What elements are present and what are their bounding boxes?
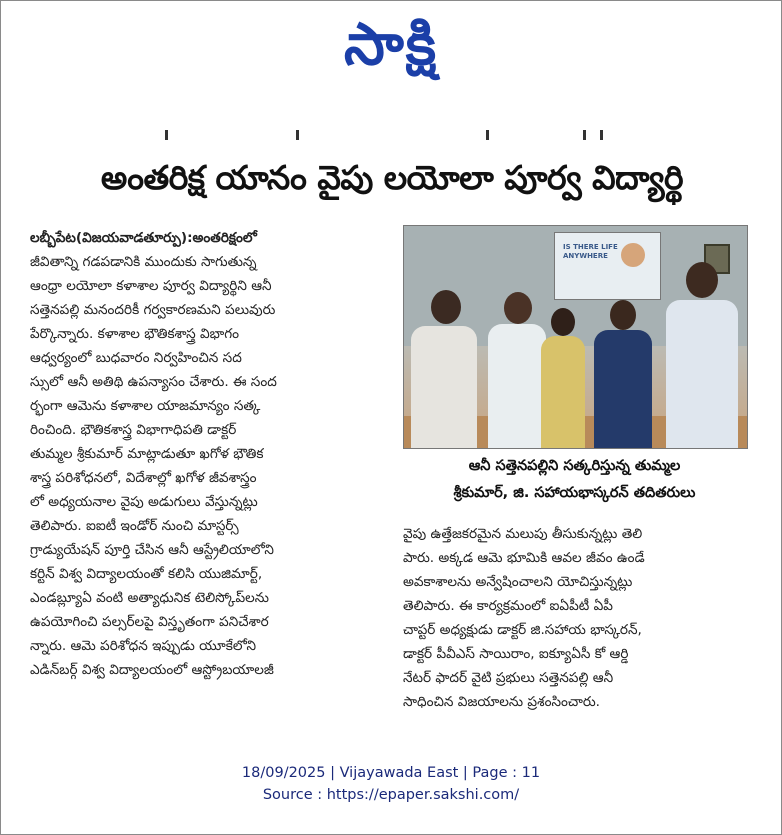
article-text-line: ర్భంగా ఆమెను కళాశాల యాజమాన్యం సత్క [30, 398, 261, 414]
cut-mark [296, 130, 299, 140]
article-text-line: శాస్త్ర పరిశోధనలో, విదేశాల్లో ఖగోళ జీవశాస్త్రం [30, 470, 257, 486]
article-text-line: తుమ్మల శ్రీకుమార్ మాట్లాడుతూ ఖగోళ భౌతిక [30, 446, 264, 462]
article-text-line: ఉపయోగించి పల్సర్‌లపై విస్తృతంగా పనిచేశార [30, 614, 269, 630]
cut-mark [583, 130, 586, 140]
article-text-line: జీవితాన్ని గడపడానికి ముందుకు సాగుతున్న [30, 254, 257, 270]
article-text-line: అవకాశాలను అన్వేషించాలని యోచిస్తున్నట్లు [403, 574, 633, 590]
article-text-line: వైపు ఉత్తేజకరమైన మలుపు తీసుకున్నట్లు తెలి [403, 526, 643, 542]
article-text-line: పారు. అక్కడ ఆమె భూమికి ఆవల జీవం ఉండే [403, 550, 645, 566]
article-headline: అంతరిక్ష యానం వైపు లయోలా పూర్వ విద్యార్థి [100, 158, 684, 197]
article-text-line: సత్తెనపల్లి మనందరికీ గర్వకారణమని పలువురు [30, 302, 276, 318]
article-text-line: చాప్టర్ అధ్యక్షుడు డాక్టర్ జి.సహాయ భాస్కరన్, [403, 622, 642, 638]
source-link[interactable]: Source : https://epaper.sakshi.com/ [262, 787, 520, 803]
cut-mark [165, 130, 168, 140]
article-left-column [30, 226, 396, 738]
screen-text: IS THERE LIFE ANYWHERE [563, 243, 618, 260]
article-right-column [403, 522, 753, 738]
person-figure [409, 286, 479, 448]
article-photo [403, 225, 748, 449]
person-figure [537, 304, 589, 448]
caption-line: శ్రీకుమార్, జి. సహాయభాస్కరన్ తదితరులు [453, 485, 696, 501]
article-text-line: సాధించిన విజయాలను ప్రశంసించారు. [403, 694, 600, 710]
article-text-line: రించింది. భౌతికశాస్త్ర విభాగాధిపతి డాక్టర్ [30, 422, 237, 438]
article-text-line: ఆంధ్రా లయోలా కళాశాల పూర్వ విద్యార్థిని ఆనీ [30, 278, 272, 294]
article-text-line: నేటర్ ఫాదర్ వైటి ప్రభులు సత్తెనపల్లి ఆనీ [403, 670, 614, 686]
article-text-line: స్సులో ఆనీ అతిథి ఉపన్యాసం చేశారు. ఈ సంద [30, 374, 277, 390]
page-footer [0, 762, 782, 806]
article-text-line: డాక్టర్ పీవీఎస్ సాయిరాం, ఐక్యూఏసీ కో ఆర్డి [403, 646, 629, 662]
article-text-line: కర్టిన్ విశ్వ విద్యాలయంతో కలిసి యుజిమార్ట్, [30, 566, 263, 582]
article-text-line: గ్రాడ్యుయేషన్ పూర్తి చేసిన ఆనీ ఆస్ట్రేలియాలోని [30, 542, 274, 558]
projector-screen [554, 232, 661, 300]
cut-mark [486, 130, 489, 140]
caption-line: ఆనీ సత్తెనపల్లిని సత్కరిస్తున్న తుమ్మల [468, 458, 681, 474]
edition-info: 18/09/2025 | Vijayawada East | Page : 11 [241, 765, 541, 781]
article-text-line: లబ్బీపేట(విజయవాడతూర్పు):అంతరిక్షంలో [30, 230, 257, 246]
article-text-line: న్నారు. ఆమె పరిశోధన ఇప్పుడు యూకేలోని [30, 638, 257, 654]
photo-caption [403, 453, 746, 507]
article-text-line: పేర్కొన్నారు. కళాశాల భౌతికశాస్త్ర విభాగం [30, 326, 240, 342]
article-text-line: తెలిపారు. ఈ కార్యక్రమంలో ఐఏపీటీ ఏపీ [403, 598, 613, 614]
person-figure [662, 256, 742, 448]
person-figure [592, 296, 654, 448]
article-text-line: ఎడిన్‌బర్గ్ విశ్వ విద్యాలయంలో ఆస్ట్రోబయాలజీ [30, 662, 274, 678]
article-text-line: లో అధ్యయనాల వైపు అడుగులు వేస్తున్నట్లు [30, 494, 258, 510]
cut-mark [600, 130, 603, 140]
article-text-line: తెలిపారు. ఐఐటీ ఇండోర్ నుంచి మాస్టర్స్ [30, 518, 239, 534]
article-text-line: ఎండబ్ల్యూఏ వంటి అత్యాధునిక టెలిస్కోప్‌లను [30, 590, 270, 606]
article-text-line: ఆధ్వర్యంలో బుధవారం నిర్వహించిన సద [30, 350, 242, 366]
newspaper-logo: సాక్షి [343, 10, 439, 78]
